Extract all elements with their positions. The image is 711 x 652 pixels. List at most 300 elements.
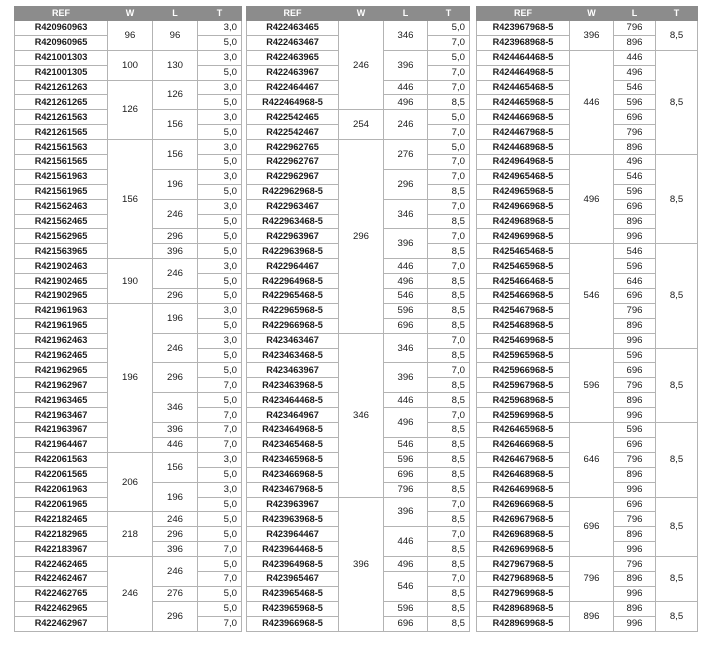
ref-cell: R424965968-5 <box>477 184 570 199</box>
ref-cell: R425466968-5 <box>477 289 570 304</box>
ref-cell: R423966968-5 <box>247 616 339 631</box>
ref-cell: R421561563 <box>15 140 108 155</box>
ref-cell: R423965468-5 <box>247 586 339 601</box>
width-cell: 546 <box>570 244 614 348</box>
width-cell: 596 <box>570 348 614 422</box>
length-cell: 596 <box>384 452 428 467</box>
thickness-cell: 7,0 <box>428 527 470 542</box>
ref-cell: R425467968-5 <box>477 303 570 318</box>
thickness-cell: 3,0 <box>198 50 242 65</box>
header-t: T <box>198 7 242 21</box>
ref-cell: R421562463 <box>15 199 108 214</box>
ref-cell: R424464468-5 <box>477 50 570 65</box>
thickness-cell: 5,0 <box>198 467 242 482</box>
length-cell: 396 <box>384 229 428 259</box>
ref-cell: R421963967 <box>15 423 108 438</box>
length-cell: 596 <box>614 423 656 438</box>
length-cell: 996 <box>614 333 656 348</box>
thickness-cell: 7,0 <box>198 408 242 423</box>
header-w: W <box>570 7 614 21</box>
length-cell: 496 <box>614 155 656 170</box>
length-cell: 246 <box>153 199 198 229</box>
ref-cell: R421562465 <box>15 214 108 229</box>
ref-cell: R422965468-5 <box>247 289 339 304</box>
thickness-cell: 8,5 <box>428 378 470 393</box>
thickness-cell: 3,0 <box>198 110 242 125</box>
thickness-cell: 3,0 <box>198 140 242 155</box>
length-cell: 396 <box>153 542 198 557</box>
ref-cell: R424467968-5 <box>477 125 570 140</box>
table-row <box>247 497 470 512</box>
ref-cell: R420960963 <box>15 21 108 36</box>
ref-cell: R424966968-5 <box>477 199 570 214</box>
length-cell: 996 <box>614 229 656 244</box>
length-cell: 156 <box>153 110 198 140</box>
thickness-cell: 7,0 <box>198 616 242 631</box>
length-cell: 496 <box>384 557 428 572</box>
thickness-cell: 8,5 <box>428 393 470 408</box>
thickness-cell: 3,0 <box>198 482 242 497</box>
length-cell: 796 <box>614 378 656 393</box>
length-cell: 896 <box>614 571 656 586</box>
ref-cell: R422964467 <box>247 259 339 274</box>
header-row <box>247 7 470 21</box>
length-cell: 496 <box>384 274 428 289</box>
ref-cell: R426967968-5 <box>477 512 570 527</box>
ref-cell: R421962965 <box>15 363 108 378</box>
thickness-cell: 8,5 <box>428 214 470 229</box>
ref-cell: R423963968-5 <box>247 512 339 527</box>
ref-cell: R425969968-5 <box>477 408 570 423</box>
thickness-cell: 5,0 <box>428 21 470 36</box>
thickness-cell: 5,0 <box>198 318 242 333</box>
width-cell: 296 <box>339 140 384 334</box>
length-cell: 246 <box>153 557 198 587</box>
ref-cell: R421563965 <box>15 244 108 259</box>
ref-cell: R423465468-5 <box>247 437 339 452</box>
length-cell: 896 <box>614 527 656 542</box>
ref-cell: R422542467 <box>247 125 339 140</box>
thickness-cell: 7,0 <box>198 571 242 586</box>
length-cell: 546 <box>614 80 656 95</box>
length-cell: 346 <box>153 393 198 423</box>
header-w: W <box>108 7 153 21</box>
length-cell: 246 <box>384 110 428 140</box>
ref-cell: R426969968-5 <box>477 542 570 557</box>
thickness-cell: 7,0 <box>428 259 470 274</box>
length-cell: 546 <box>384 437 428 452</box>
thickness-cell: 3,0 <box>198 199 242 214</box>
ref-cell: R425465968-5 <box>477 259 570 274</box>
width-cell: 156 <box>108 140 153 259</box>
length-cell: 896 <box>614 467 656 482</box>
length-cell: 276 <box>384 140 428 170</box>
thickness-cell: 5,0 <box>198 95 242 110</box>
thickness-cell: 3,0 <box>198 169 242 184</box>
thickness-cell: 5,0 <box>198 557 242 572</box>
ref-cell: R422462765 <box>15 586 108 601</box>
length-cell: 996 <box>614 482 656 497</box>
thickness-cell: 3,0 <box>198 452 242 467</box>
thickness-cell: 3,0 <box>198 333 242 348</box>
thickness-cell: 8,5 <box>428 452 470 467</box>
thickness-cell: 8,5 <box>428 557 470 572</box>
length-cell: 126 <box>153 80 198 110</box>
ref-cell: R425965968-5 <box>477 348 570 363</box>
length-cell: 896 <box>614 214 656 229</box>
length-cell: 396 <box>153 244 198 259</box>
thickness-cell: 7,0 <box>198 423 242 438</box>
thickness-cell: 5,0 <box>198 512 242 527</box>
table-row <box>477 423 698 438</box>
ref-cell: R423967968-5 <box>477 21 570 36</box>
ref-cell: R423964968-5 <box>247 557 339 572</box>
ref-cell: R423463968-5 <box>247 378 339 393</box>
length-cell: 196 <box>153 303 198 333</box>
ref-cell: R425468968-5 <box>477 318 570 333</box>
length-cell: 996 <box>614 408 656 423</box>
ref-cell: R421561565 <box>15 155 108 170</box>
length-cell: 246 <box>153 333 198 363</box>
length-cell: 446 <box>614 50 656 65</box>
ref-cell: R424969968-5 <box>477 229 570 244</box>
thickness-cell: 3,0 <box>198 259 242 274</box>
ref-cell: R422965968-5 <box>247 303 339 318</box>
width-cell: 346 <box>339 333 384 497</box>
length-cell: 996 <box>614 542 656 557</box>
length-cell: 696 <box>384 318 428 333</box>
ref-cell: R422061963 <box>15 482 108 497</box>
ref-cell: R423465968-5 <box>247 452 339 467</box>
ref-cell: R422963967 <box>247 229 339 244</box>
ref-cell: R426465968-5 <box>477 423 570 438</box>
length-cell: 130 <box>153 50 198 80</box>
thickness-cell: 5,0 <box>198 244 242 259</box>
width-cell: 96 <box>108 21 153 51</box>
thickness-cell: 5,0 <box>428 50 470 65</box>
ref-cell: R423463967 <box>247 363 339 378</box>
ref-cell: R426966968-5 <box>477 497 570 512</box>
length-cell: 546 <box>384 289 428 304</box>
ref-cell: R421902465 <box>15 274 108 289</box>
header-w: W <box>339 7 384 21</box>
length-cell: 696 <box>614 199 656 214</box>
table-row <box>477 21 698 36</box>
length-cell: 796 <box>614 125 656 140</box>
ref-cell: R422464467 <box>247 80 339 95</box>
ref-cell: R421261263 <box>15 80 108 95</box>
length-cell: 446 <box>384 527 428 557</box>
ref-cell: R422962767 <box>247 155 339 170</box>
length-cell: 696 <box>614 110 656 125</box>
ref-cell: R422962967 <box>247 169 339 184</box>
width-cell: 796 <box>570 557 614 602</box>
ref-cell: R422966968-5 <box>247 318 339 333</box>
table-row <box>15 140 242 155</box>
ref-cell: R425967968-5 <box>477 378 570 393</box>
table-row <box>247 21 470 36</box>
ref-cell: R422962765 <box>247 140 339 155</box>
ref-cell: R422964968-5 <box>247 274 339 289</box>
table-middle <box>246 6 470 632</box>
table-row <box>247 140 470 155</box>
length-cell: 596 <box>614 348 656 363</box>
thickness-cell: 5,0 <box>198 274 242 289</box>
thickness-cell: 8,5 <box>428 512 470 527</box>
length-cell: 596 <box>614 95 656 110</box>
thickness-cell: 3,0 <box>198 303 242 318</box>
width-cell: 246 <box>108 557 153 631</box>
header-row <box>477 7 698 21</box>
length-cell: 196 <box>153 482 198 512</box>
ref-cell: R422061563 <box>15 452 108 467</box>
length-cell: 396 <box>384 50 428 80</box>
length-cell: 346 <box>384 199 428 229</box>
thickness-cell: 5,0 <box>198 393 242 408</box>
thickness-cell: 5,0 <box>198 527 242 542</box>
ref-cell: R423464968-5 <box>247 423 339 438</box>
length-cell: 346 <box>384 333 428 363</box>
ref-cell: R423965968-5 <box>247 601 339 616</box>
length-cell: 646 <box>614 274 656 289</box>
ref-cell: R422182965 <box>15 527 108 542</box>
width-cell: 196 <box>108 303 153 452</box>
thickness-cell: 8,5 <box>428 423 470 438</box>
ref-cell: R423463467 <box>247 333 339 348</box>
thickness-cell: 5,0 <box>198 184 242 199</box>
table-row <box>15 303 242 318</box>
ref-cell: R425466468-5 <box>477 274 570 289</box>
length-cell: 696 <box>614 289 656 304</box>
length-cell: 546 <box>614 244 656 259</box>
ref-cell: R424965468-5 <box>477 169 570 184</box>
length-cell: 896 <box>614 601 656 616</box>
length-cell: 796 <box>614 512 656 527</box>
length-cell: 156 <box>153 140 198 170</box>
ref-cell: R423968968-5 <box>477 35 570 50</box>
length-cell: 546 <box>614 169 656 184</box>
thickness-cell: 5,0 <box>198 497 242 512</box>
ref-cell: R423464468-5 <box>247 393 339 408</box>
ref-cell: R425469968-5 <box>477 333 570 348</box>
ref-cell: R423965467 <box>247 571 339 586</box>
length-cell: 246 <box>153 259 198 289</box>
thickness-cell: 8,5 <box>428 289 470 304</box>
ref-cell: R421001303 <box>15 50 108 65</box>
thickness-cell: 8,5 <box>428 586 470 601</box>
thickness-cell: 5,0 <box>198 601 242 616</box>
ref-cell: R422963467 <box>247 199 339 214</box>
thickness-cell: 7,0 <box>198 437 242 452</box>
table-row <box>477 497 698 512</box>
ref-cell: R424964968-5 <box>477 155 570 170</box>
ref-cell: R426468968-5 <box>477 467 570 482</box>
length-cell: 596 <box>614 259 656 274</box>
length-cell: 446 <box>384 80 428 95</box>
table-left <box>14 6 242 632</box>
thickness-cell: 7,0 <box>428 229 470 244</box>
thickness-cell: 7,0 <box>428 35 470 50</box>
length-cell: 796 <box>384 482 428 497</box>
thickness-cell: 5,0 <box>428 140 470 155</box>
length-cell: 496 <box>384 95 428 110</box>
header-l: L <box>384 7 428 21</box>
thickness-cell: 5,0 <box>198 348 242 363</box>
ref-cell: R421261563 <box>15 110 108 125</box>
ref-cell: R421962465 <box>15 348 108 363</box>
width-cell: 190 <box>108 259 153 304</box>
ref-cell: R422962968-5 <box>247 184 339 199</box>
length-cell: 396 <box>153 423 198 438</box>
table-row <box>15 512 242 527</box>
table-row <box>477 557 698 572</box>
thickness-cell: 8,5 <box>656 497 698 557</box>
thickness-cell: 5,0 <box>198 214 242 229</box>
ref-cell: R423963967 <box>247 497 339 512</box>
thickness-cell: 8,5 <box>656 50 698 154</box>
thickness-cell: 5,0 <box>198 125 242 140</box>
thickness-cell: 5,0 <box>198 229 242 244</box>
thickness-cell: 7,0 <box>428 155 470 170</box>
thickness-cell: 8,5 <box>428 437 470 452</box>
thickness-cell: 7,0 <box>428 125 470 140</box>
thickness-cell: 8,5 <box>428 95 470 110</box>
length-cell: 276 <box>153 586 198 601</box>
ref-cell: R422462467 <box>15 571 108 586</box>
ref-cell: R427967968-5 <box>477 557 570 572</box>
thickness-cell: 3,0 <box>198 21 242 36</box>
width-cell: 896 <box>570 601 614 631</box>
thickness-cell: 3,0 <box>198 80 242 95</box>
ref-cell: R421963465 <box>15 393 108 408</box>
length-cell: 996 <box>614 616 656 631</box>
thickness-cell: 8,5 <box>428 184 470 199</box>
width-cell: 496 <box>570 155 614 244</box>
width-cell: 254 <box>339 110 384 140</box>
length-cell: 546 <box>384 571 428 601</box>
width-cell: 396 <box>339 497 384 631</box>
table-row <box>15 259 242 274</box>
ref-cell: R422463965 <box>247 50 339 65</box>
thickness-cell: 8,5 <box>428 244 470 259</box>
length-cell: 896 <box>614 35 656 50</box>
table-row <box>477 244 698 259</box>
width-cell: 218 <box>108 512 153 557</box>
header-l: L <box>614 7 656 21</box>
length-cell: 696 <box>614 363 656 378</box>
length-cell: 496 <box>614 65 656 80</box>
thickness-cell: 5,0 <box>198 586 242 601</box>
thickness-cell: 5,0 <box>198 363 242 378</box>
ref-cell: R422963968-5 <box>247 244 339 259</box>
ref-cell: R422061565 <box>15 467 108 482</box>
ref-cell: R427968968-5 <box>477 571 570 586</box>
thickness-cell: 8,5 <box>428 348 470 363</box>
table-right <box>476 6 698 632</box>
table-row <box>15 80 242 95</box>
ref-cell: R421561965 <box>15 184 108 199</box>
length-cell: 196 <box>153 169 198 199</box>
thickness-cell: 7,0 <box>428 333 470 348</box>
ref-cell: R424465968-5 <box>477 95 570 110</box>
ref-cell: R423466968-5 <box>247 467 339 482</box>
length-cell: 796 <box>614 21 656 36</box>
ref-cell: R427969968-5 <box>477 586 570 601</box>
ref-cell: R424468968-5 <box>477 140 570 155</box>
table-row <box>247 110 470 125</box>
ref-cell: R421961963 <box>15 303 108 318</box>
ref-cell: R422462965 <box>15 601 108 616</box>
ref-cell: R426469968-5 <box>477 482 570 497</box>
ref-cell: R426467968-5 <box>477 452 570 467</box>
length-cell: 596 <box>384 601 428 616</box>
ref-cell: R422542465 <box>247 110 339 125</box>
length-cell: 296 <box>153 601 198 631</box>
length-cell: 696 <box>614 437 656 452</box>
ref-cell: R423964468-5 <box>247 542 339 557</box>
table-row <box>477 155 698 170</box>
ref-cell: R421001305 <box>15 65 108 80</box>
length-cell: 696 <box>384 616 428 631</box>
thickness-cell: 7,0 <box>428 65 470 80</box>
ref-cell: R422463467 <box>247 35 339 50</box>
ref-cell: R423964467 <box>247 527 339 542</box>
ref-cell: R422463465 <box>247 21 339 36</box>
length-cell: 396 <box>384 497 428 527</box>
thickness-cell: 5,0 <box>198 289 242 304</box>
ref-cell: R421562965 <box>15 229 108 244</box>
length-cell: 296 <box>153 527 198 542</box>
ref-cell: R421261265 <box>15 95 108 110</box>
thickness-cell: 7,0 <box>198 378 242 393</box>
width-cell: 696 <box>570 497 614 557</box>
width-cell: 126 <box>108 80 153 140</box>
thickness-cell: 8,5 <box>428 303 470 318</box>
length-cell: 596 <box>614 184 656 199</box>
header-ref: REF <box>247 7 339 21</box>
ref-cell: R422963468-5 <box>247 214 339 229</box>
width-cell: 206 <box>108 452 153 512</box>
ref-cell: R422462465 <box>15 557 108 572</box>
width-cell: 646 <box>570 423 614 497</box>
ref-cell: R428968968-5 <box>477 601 570 616</box>
length-cell: 796 <box>614 452 656 467</box>
thickness-cell: 8,5 <box>428 318 470 333</box>
length-cell: 296 <box>153 229 198 244</box>
thickness-cell: 8,5 <box>656 601 698 631</box>
thickness-cell: 8,5 <box>656 155 698 244</box>
ref-cell: R421902463 <box>15 259 108 274</box>
ref-cell: R420960965 <box>15 35 108 50</box>
ref-cell: R421962967 <box>15 378 108 393</box>
thickness-cell: 8,5 <box>428 467 470 482</box>
thickness-cell: 8,5 <box>656 423 698 497</box>
ref-cell: R424466968-5 <box>477 110 570 125</box>
thickness-cell: 8,5 <box>428 616 470 631</box>
table-row <box>15 557 242 572</box>
thickness-cell: 8,5 <box>656 21 698 51</box>
thickness-cell: 7,0 <box>428 363 470 378</box>
length-cell: 396 <box>384 363 428 393</box>
table-row <box>15 452 242 467</box>
header-row <box>15 7 242 21</box>
thickness-cell: 7,0 <box>428 497 470 512</box>
ref-cell: R426968968-5 <box>477 527 570 542</box>
ref-cell: R422464968-5 <box>247 95 339 110</box>
thickness-cell: 8,5 <box>428 542 470 557</box>
length-cell: 446 <box>384 393 428 408</box>
ref-cell: R424968968-5 <box>477 214 570 229</box>
